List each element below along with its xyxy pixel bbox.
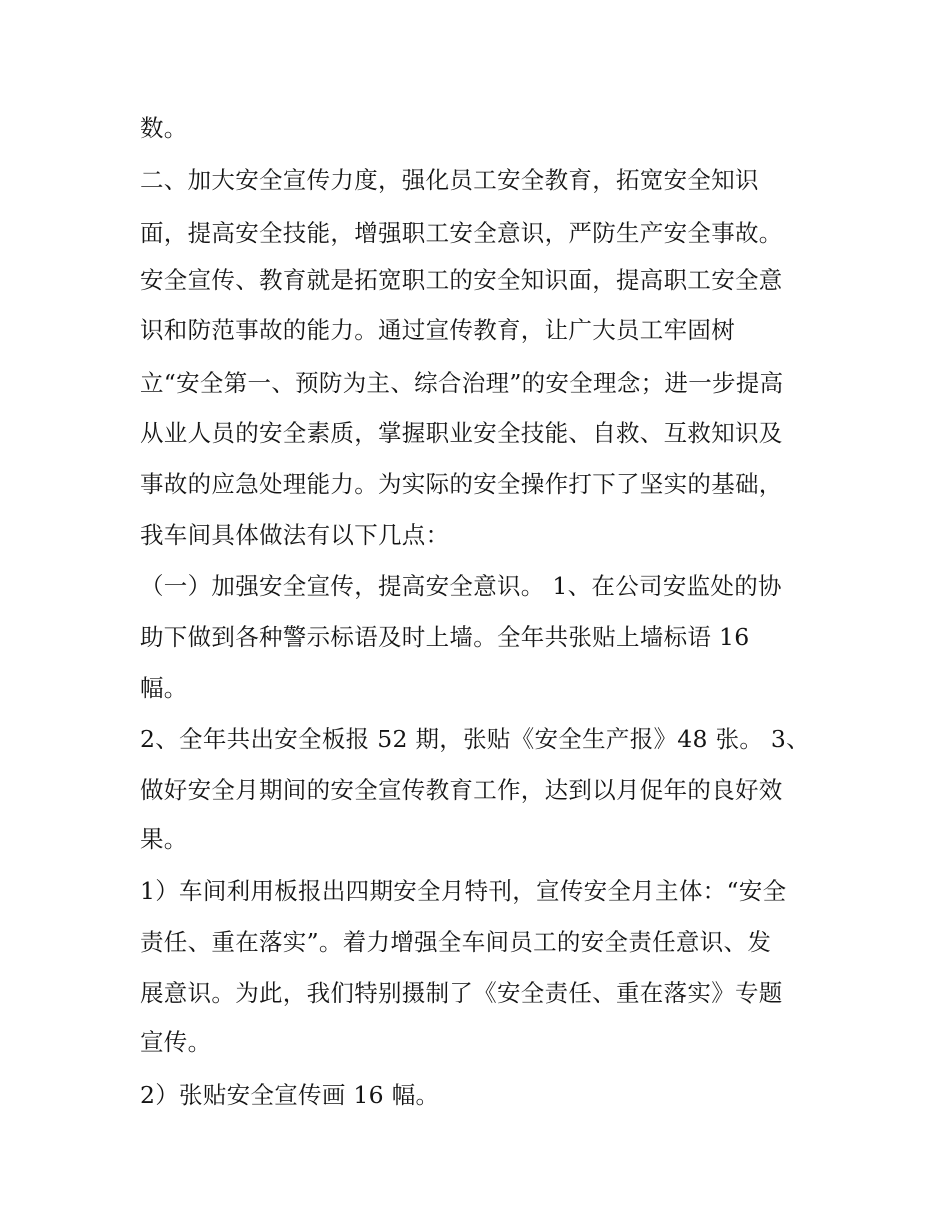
text-line: 责任、重在落实”。着力增强全车间员工的安全责任意识、发	[140, 928, 772, 956]
text-line: 助下做到各种警示标语及时上墙。全年共张贴上墙标语 16	[140, 623, 750, 651]
text-line: 我车间具体做法有以下几点：	[140, 521, 450, 549]
text-line: 展意识。为此，我们特别摄制了《安全责任、重在落实》专题	[140, 979, 783, 1007]
text-line: 识和防范事故的能力。通过宣传教育，让广大员工牢固树	[140, 316, 735, 344]
text-line: 数。	[140, 114, 188, 142]
text-line: 做好安全月期间的安全宣传教育工作，达到以月促年的良好效	[140, 776, 783, 804]
text-line: 果。	[140, 825, 188, 853]
text-line: 从业人员的安全素质，掌握职业安全技能、自救、互救知识及	[140, 419, 783, 447]
text-line: 立“安全第一、预防为主、综合治理”的安全理念；进一步提高	[140, 369, 784, 397]
text-line: （一）加强安全宣传，提高安全意识。 1、在公司安监处的协	[140, 572, 782, 600]
text-line: 宣传。	[140, 1028, 212, 1056]
text-line: 2、全年共出安全板报 52 期，张贴《安全生产报》48 张。 3、	[140, 725, 810, 753]
text-line: 安全宣传、教育就是拓宽职工的安全知识面，提高职工安全意	[140, 266, 783, 294]
text-line: 面，提高安全技能，增强职工安全意识，严防生产安全事故。	[140, 219, 783, 247]
text-line: 幅。	[140, 674, 188, 702]
text-line: 2）张贴安全宣传画 16 幅。	[140, 1081, 440, 1109]
text-line: 二、加大安全宣传力度，强化员工安全教育，拓宽安全知识	[140, 166, 759, 194]
text-line: 1）车间利用板报出四期安全月特刊，宣传安全月主体：“安全	[140, 877, 787, 905]
text-line: 事故的应急处理能力。为实际的安全操作打下了坚实的基础，	[140, 470, 783, 498]
